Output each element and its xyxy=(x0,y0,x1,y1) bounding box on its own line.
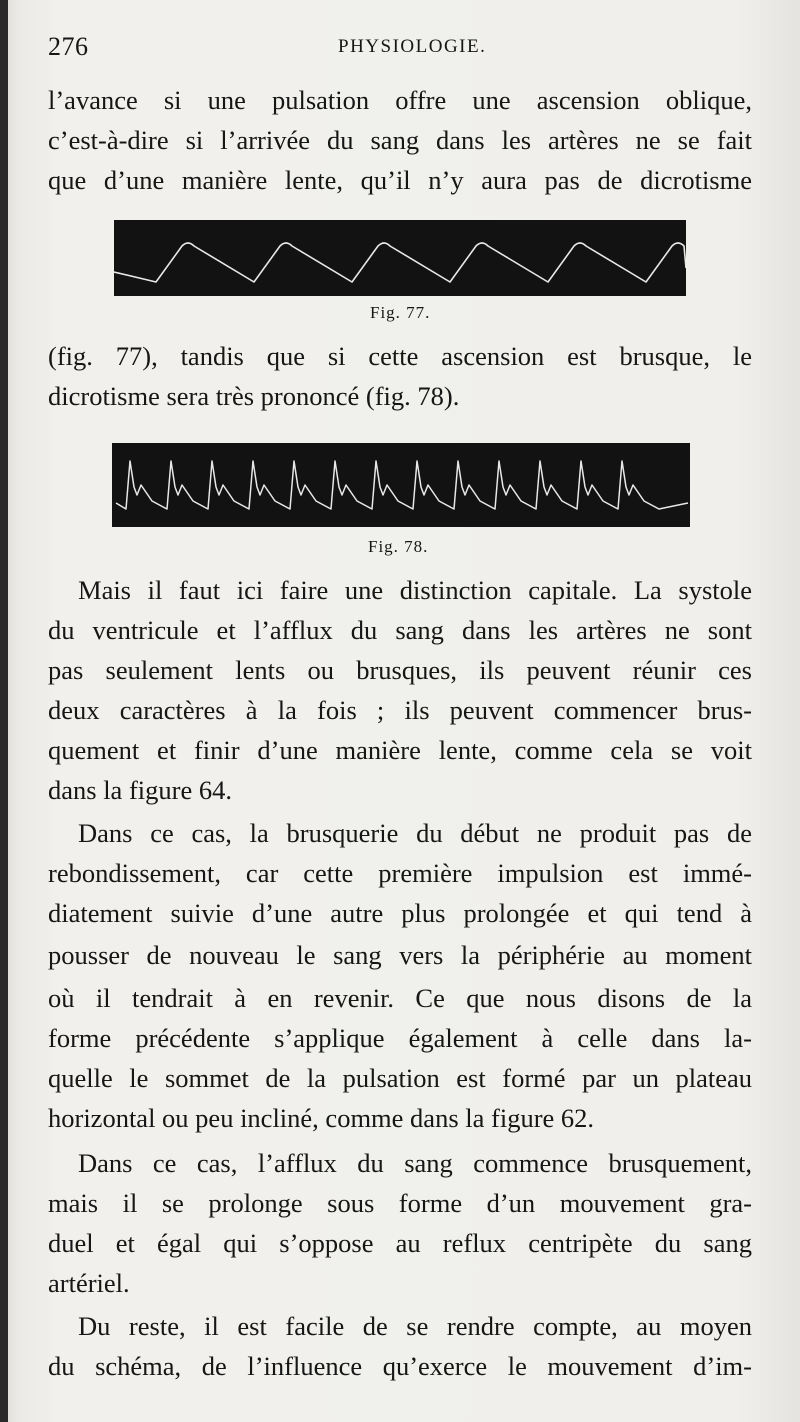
page-number: 276 xyxy=(48,32,89,61)
text-line: artériel. xyxy=(48,1268,130,1298)
binding-edge xyxy=(0,0,8,1422)
text-line: horizontal ou peu incliné, comme dans la figure 62. xyxy=(48,1103,595,1133)
text-line: que d’une manière lente, qu’il n’y aura pas de dicrotisme xyxy=(48,165,752,195)
text-line: forme précédente s’applique également à celle dans la- xyxy=(48,1023,752,1053)
text-line: du schéma, de l’influence qu’exerce le mouvement d’im- xyxy=(48,1351,752,1381)
text-line: du ventricule et l’afflux du sang dans les artères ne sont xyxy=(48,615,752,645)
text-line: (fig. 77), tandis que si cette ascension est brusque, le xyxy=(48,341,752,371)
text-line: quelle le sommet de la pulsation est formé par un plateau xyxy=(48,1063,752,1093)
text-line: dans la figure 64. xyxy=(48,775,232,805)
text-line: pas seulement lents ou brusques, ils peuvent réunir ces xyxy=(48,655,752,685)
text-line: duel et égal qui s’oppose au reflux centripète du sang xyxy=(48,1228,752,1258)
text-line: c’est-à-dire si l’arrivée du sang dans les artères ne se fait xyxy=(48,125,752,155)
text-line: deux caractères à la fois ; ils peuvent commencer brus- xyxy=(48,695,752,725)
text-line: l’avance si une pulsation offre une ascension oblique, xyxy=(48,85,752,115)
text-line: Dans ce cas, la brusquerie du début ne produit pas de xyxy=(78,818,752,848)
text-line: Du reste, il est facile de se rendre compte, au moyen xyxy=(78,1311,752,1341)
text-line: diatement suivie d’une autre plus prolongée et qui tend à xyxy=(48,898,752,928)
text-line: Mais il faut ici faire une distinction capitale. La systole xyxy=(78,575,752,605)
text-line: où il tendrait à en revenir. Ce que nous disons de la xyxy=(48,983,752,1013)
text-line: quement et finir d’une manière lente, comme cela se voit xyxy=(48,735,752,765)
text-line: mais il se prolonge sous forme d’un mouvement gra- xyxy=(48,1188,752,1218)
figure-78-pulse-tracing xyxy=(112,443,690,527)
text-line: rebondissement, car cette première impulsion est immé- xyxy=(48,858,752,888)
text-line: pousser de nouveau le sang vers la périphérie au moment xyxy=(48,940,752,970)
running-title: PHYSIOLOGIE. xyxy=(338,36,487,57)
text-line: dicrotisme sera très prononcé (fig. 78). xyxy=(48,381,460,411)
figure-78-caption: Fig. 78. xyxy=(368,537,429,556)
text-line: Dans ce cas, l’afflux du sang commence brusquement, xyxy=(78,1148,752,1178)
figure-77-pulse-tracing xyxy=(114,220,686,296)
figure-77-caption: Fig. 77. xyxy=(370,303,431,322)
